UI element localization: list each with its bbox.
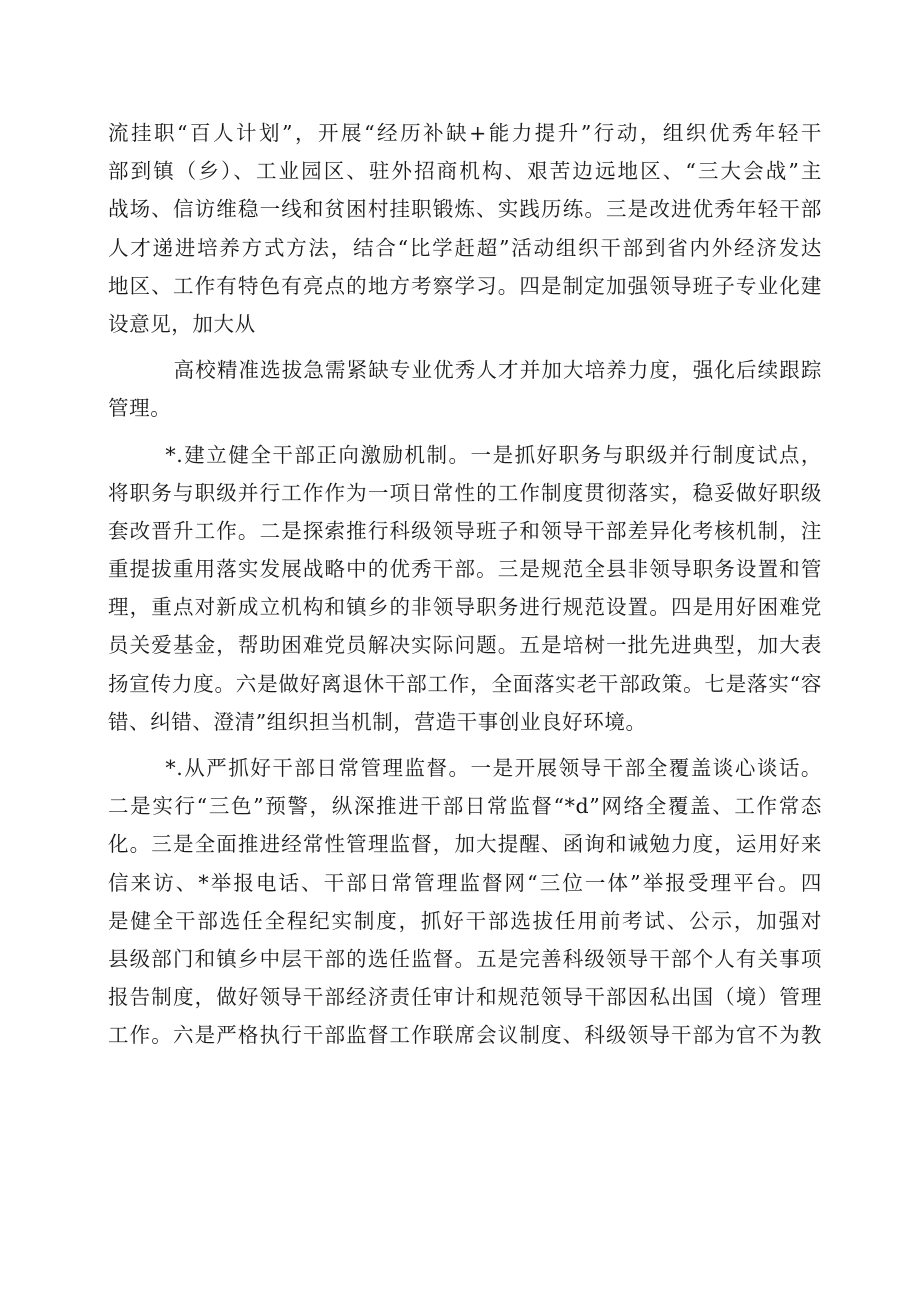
- paragraph-4: [108, 749, 822, 1055]
- text-line: 人才递进培养方式方法，结合“比学赶超”活动组织干部到省内外经济发达: [108, 235, 822, 260]
- text-line: 流挂职“百人计划”，开展“经历补缺+能力提升”行动，组织优秀年轻干: [108, 121, 822, 145]
- text-line: 扬宣传力度。六是做好离退休干部工作，全面落实老干部政策。七是落实“容: [108, 671, 822, 696]
- text-line: 部到镇（乡）、工业园区、驻外招商机构、艰苦边远地区、“三大会战”主: [108, 159, 822, 184]
- text-line: 县级部门和镇乡中层干部的选任监督。五是完善科级领导干部个人有关事项: [108, 946, 822, 971]
- text-line: 化。三是全面推进经常性管理监督，加大提醒、函询和诫勉力度，运用好来: [108, 832, 822, 857]
- text-line: 员关爱基金，帮助困难党员解决实际问题。五是培树一批先进典型，加大表: [108, 633, 822, 658]
- text-line: *.建立健全干部正向激励机制。一是抓好职务与职级并行制度试点，: [165, 442, 822, 467]
- text-line: 战场、信访维稳一线和贫困村挂职锻炼、实践历练。三是改进优秀年轻干部: [108, 197, 822, 222]
- text-line: 信来访、*举报电话、干部日常管理监督网“三位一体”举报受理平台。四: [108, 870, 822, 895]
- text-line: 地区、工作有特色有亮点的地方考察学习。四是制定加强领导班子专业化建: [108, 273, 822, 298]
- paragraph-2: [108, 351, 822, 427]
- text-line: 将职务与职级并行工作作为一项日常性的工作制度贯彻落实，稳妥做好职级: [108, 480, 822, 505]
- text-line: 套改晋升工作。二是探索推行科级领导班子和领导干部差异化考核机制，注: [108, 518, 822, 543]
- paragraph-3: [108, 436, 822, 742]
- document-body: [108, 114, 822, 1055]
- text-line: *.从严抓好干部日常管理监督。一是开展领导干部全覆盖谈心谈话。: [165, 756, 822, 780]
- text-line: 错、纠错、澄清”组织担当机制，营造干事创业良好环境。: [108, 709, 647, 734]
- text-line: 设意见，加大从: [108, 311, 256, 336]
- text-line: 是健全干部选任全程纪实制度，抓好干部选拔任用前考试、公示，加强对: [108, 908, 822, 933]
- text-line: 二是实行“三色”预警，纵深推进干部日常监督“*d”网络全覆盖、工作常态: [108, 794, 822, 819]
- text-line: 工作。六是严格执行干部监督工作联席会议制度、科级领导干部为官不为教: [108, 1023, 822, 1048]
- text-line: 重提拔重用落实发展战略中的优秀干部。三是规范全县非领导职务设置和管: [108, 557, 822, 582]
- paragraph-1: [108, 114, 822, 343]
- text-line: 报告制度，做好领导干部经济责任审计和规范领导干部因私出国（境）管理: [108, 985, 822, 1010]
- text-line: 管理。: [108, 396, 172, 421]
- text-line: 高校精准选拔急需紧缺专业优秀人才并加大培养力度，强化后续跟踪: [173, 358, 822, 383]
- text-line: 理，重点对新成立机构和镇乡的非领导职务进行规范设置。四是用好困难党: [108, 595, 822, 620]
